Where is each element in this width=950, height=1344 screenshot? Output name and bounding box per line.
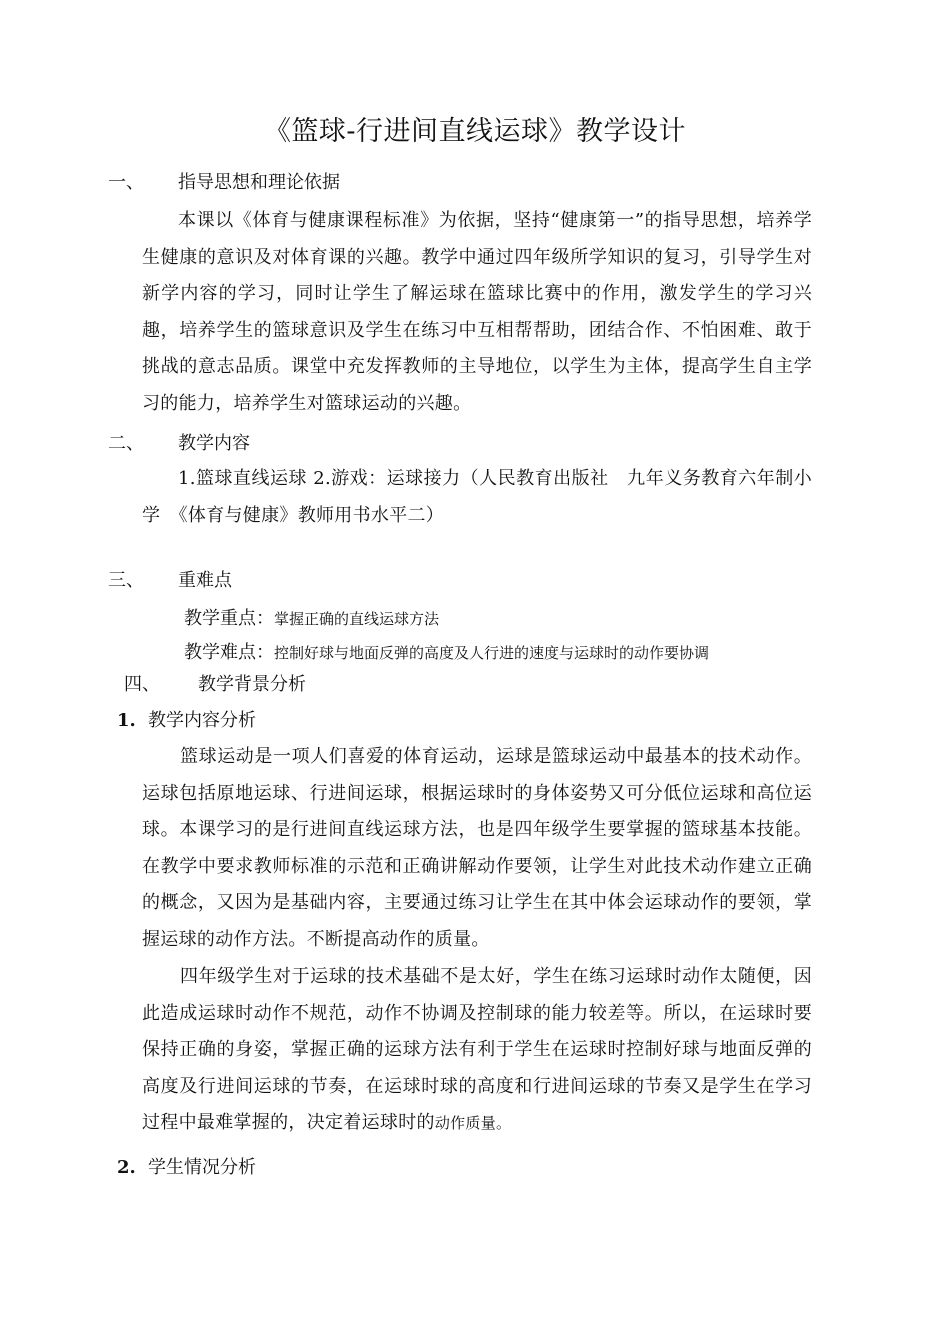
key-point-label: 教学重点：: [184, 608, 274, 629]
key-point-line: [184, 606, 439, 632]
difficulty-line: [184, 640, 709, 666]
subsection-1-paragraph-2: [142, 959, 812, 1142]
subsection-2-number: 2.: [117, 1157, 136, 1178]
subsection-1-paragraph-2-tail: 动作质量。: [434, 1114, 512, 1133]
section-1-body: 本课以《体育与健康课程标准》为依据，坚持“健康第一”的指导思想，培养学生健康的意识及对体育课的兴趣。教学中通过四年级所学知识的复习，引导学生对新学内容的学习，同时让学生了解运球在篮球比赛中的作用，激发学生的学习兴趣，培养学生的篮球意识及学生在练习中互相帮帮助，团结合作、不怕困难、敢于挑战的意志品质。课堂中充发挥教师的主导地位，以学生为主体，提高学生自主学习的能力，培养学生对篮球运动的兴趣。: [142, 210, 812, 414]
section-1-number: 一、: [108, 172, 144, 193]
section-3-title: 重难点: [178, 570, 232, 591]
subsection-1-paragraph-1: 篮球运动是一项人们喜爱的体育运动，运球是篮球运动中最基本的技术动作。运球包括原地运球、行进间运球，根据运球时的身体姿势又可分低位运球和高位运球。本课学习的是行进间直线运球方法，也是四年级学生要掌握的篮球基本技能。在教学中要求教师标准的示范和正确讲解动作要领，让学生对此技术动作建立正确的概念，又因为是基础内容，主要通过练习让学生在其中体会运球动作的要领，掌握运球的动作方法。不断提高动作的质量。: [142, 746, 812, 950]
section-2-number: 二、: [108, 433, 144, 454]
section-4-number: 四、: [124, 674, 160, 695]
section-4-title: 教学背景分析: [198, 674, 306, 695]
difficulty-text: 控制好球与地面反弹的高度及人行进的速度与运球时的动作要协调: [274, 644, 710, 662]
section-1-title: 指导思想和理论依据: [178, 172, 340, 193]
difficulty-label: 教学难点：: [184, 642, 274, 663]
section-3-number: 三、: [108, 570, 144, 591]
subsection-1-number: 1.: [117, 710, 136, 731]
subsection-1-title: 教学内容分析: [148, 710, 256, 731]
key-point-text: 掌握正确的直线运球方法: [274, 610, 440, 628]
section-2-title: 教学内容: [178, 433, 250, 454]
document-title: 《篮球-行进间直线运球》教学设计: [263, 116, 687, 147]
section-2-body: 1.篮球直线运球 2.游戏：运球接力（人民教育出版社 九年义务教育六年制小学 《体育与健康》教师用书水平二）: [142, 468, 812, 526]
subsection-2-title: 学生情况分析: [148, 1157, 256, 1178]
subsection-1-paragraph-2-text: 四年级学生对于运球的技术基础不是太好，学生在练习运球时动作太随便，因此造成运球时动作不规范，动作不协调及控制球的能力较差等。所以，在运球时要保持正确的身姿，掌握正确的运球方法有利于学生在运球时控制好球与地面反弹的高度及行进间运球的节奏，在运球时球的高度和行进间运球的节奏又是学生在学习过程中最难掌握的，决定着运球时的: [142, 966, 812, 1134]
